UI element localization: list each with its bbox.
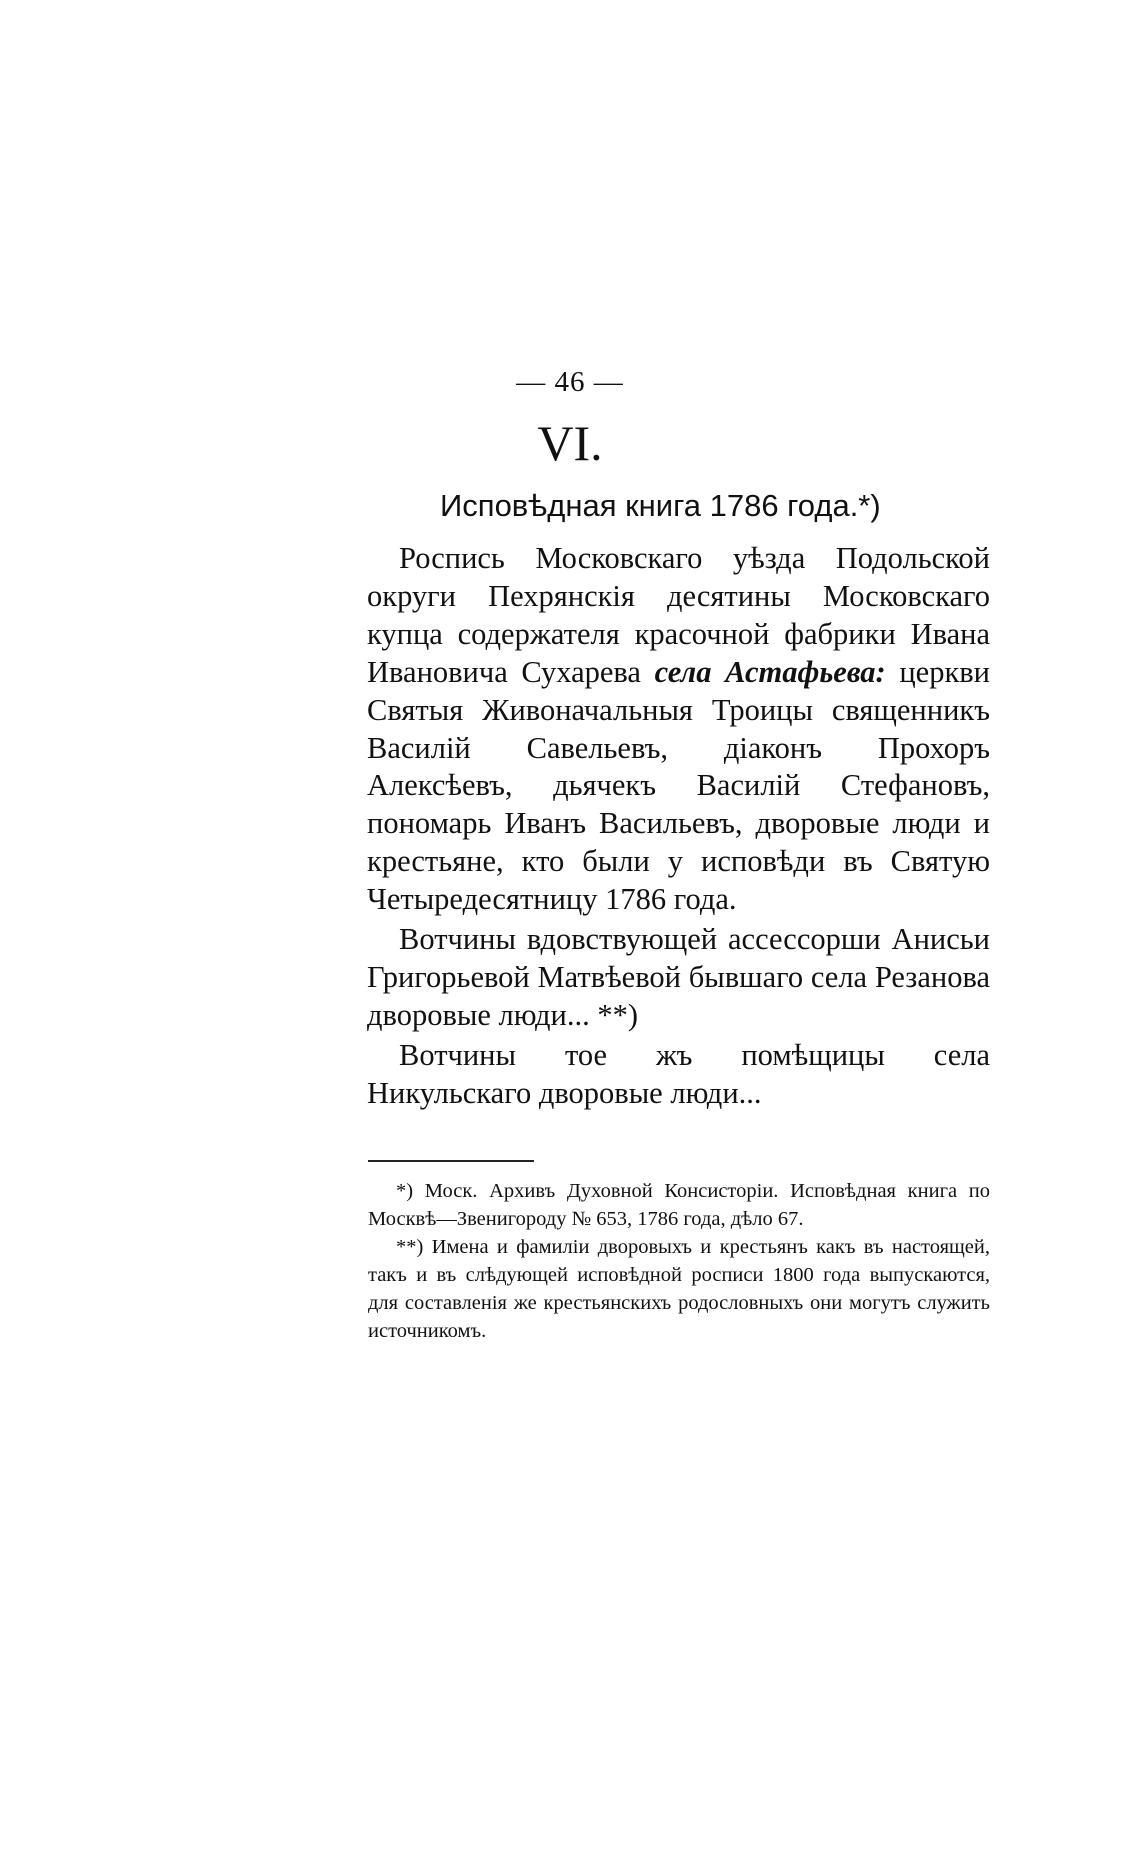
paragraph-1-text: Роспись Московскаго уѣзда Подольской округи Пехрянскія десятины Московскаго купца содержателя красочной фабрики Ивана Ивановича Сухарева — [367, 541, 990, 689]
footnote-1: *) Моск. Архивъ Духовной Консисторіи. Исповѣдная книга по Москвѣ—Звенигороду № 653, 1786 года, дѣло 67. — [368, 1180, 990, 1230]
footnotes — [368, 1177, 990, 1345]
paragraph-2: Вотчины вдовствующей ассессорши Анисьи Григорьевой Матвѣевой бывшаго села Резанова дворовые люди... **) — [367, 922, 990, 1032]
section-numeral: VI. — [537, 415, 603, 471]
footnote-divider — [368, 1160, 534, 1162]
paragraph-1-continuation: церкви Святыя Живоначальныя Троицы священникъ Василій Савельевъ, діаконъ Прохоръ Алексѣевъ, дьячекъ Василій Стефановъ, пономарь Иванъ Васильевъ, дворовые люди и крестьяне, кто были у исповѣди въ Святую Четыредесятницу 1786 года. — [367, 654, 991, 917]
paragraph-3: Вотчины тое жъ помѣщицы села Никульскаго дворовые люди... — [367, 1037, 990, 1110]
village-name-italic: села Астафьева: — [654, 654, 886, 689]
footnote-2: **) Имена и фамиліи дворовыхъ и крестьянъ какъ въ настоящей, такъ и въ слѣдующей исповѣдной росписи 1800 года выпускаются, для составленія же крестьянскихъ родословныхъ они могутъ служить источникомъ. — [368, 1236, 990, 1342]
paragraph-1 — [367, 540, 990, 919]
body-text — [367, 540, 990, 1114]
chapter-title: Исповѣдная книга 1786 года.*) — [440, 488, 881, 523]
page-number: — 46 — — [516, 366, 624, 398]
